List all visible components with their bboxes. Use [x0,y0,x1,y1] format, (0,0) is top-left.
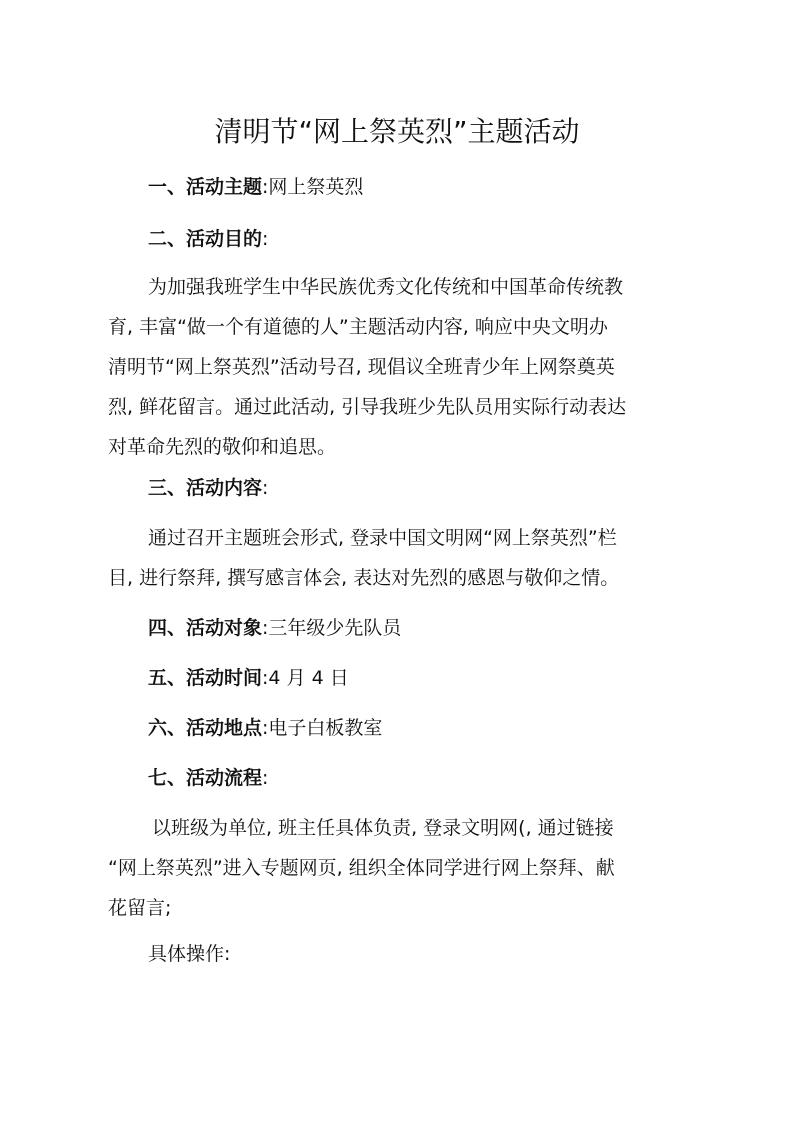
paragraph-line: 对革命先烈的敬仰和追思。 [108,436,337,458]
operation-label: 具体操作: [148,943,231,965]
section-audience-label: 四、活动对象 [148,617,263,639]
paragraph-line: 目, 进行祭拜, 撰写感言体会, 表达对先烈的感恩与敬仰之情。 [108,567,620,589]
document-title: 清明节“网上祭英烈”主题活动 [214,115,580,148]
content-paragraph [108,518,692,598]
paragraph-line: 以班级为单位, 班主任具体负责, 登录文明网(, 通过链接 [152,817,614,839]
section-purpose-value: : [262,228,269,250]
purpose-paragraph [108,267,692,467]
section-audience [148,614,401,642]
section-time [148,664,349,692]
section-process [148,764,268,792]
section-theme [148,173,363,201]
section-purpose [148,225,268,253]
section-time-label: 五、活动时间 [148,667,263,689]
section-theme-label: 一、活动主题 [148,176,263,198]
paragraph-line: 花留言; [108,897,172,919]
section-process-label: 七、活动流程 [148,767,263,789]
section-time-value: :4 月 4 日 [262,667,349,689]
paragraph-line: 烈, 鲜花留言。通过此活动, 引导我班少先队员用实际行动表达 [108,396,627,418]
section-audience-value: :三年级少先队员 [262,617,402,639]
section-location-label: 六、活动地点 [148,717,263,739]
paragraph-line: 为加强我班学生中华民族优秀文化传统和中国革命传统教 [148,276,624,298]
paragraph-line: 通过召开主题班会形式, 登录中国文明网“网上祭英烈”栏 [148,527,617,549]
section-content-label: 三、活动内容 [148,477,263,499]
section-location [148,714,382,742]
section-purpose-label: 二、活动目的 [148,228,263,250]
section-content-value: : [262,477,269,499]
section-location-value: :电子白板教室 [262,717,383,739]
process-paragraph [108,808,692,928]
section-process-value: : [262,767,269,789]
paragraph-line: 育, 丰富“做一个有道德的人”主题活动内容, 响应中央文明办 [108,316,608,338]
section-content [148,474,268,502]
paragraph-line: 清明节“网上祭英烈”活动号召, 现倡议全班青少年上网祭奠英 [108,356,615,378]
paragraph-line: “网上祭英烈”进入专题网页, 组织全体同学进行网上祭拜、献 [108,857,615,879]
section-theme-value: :网上祭英烈 [262,176,364,198]
